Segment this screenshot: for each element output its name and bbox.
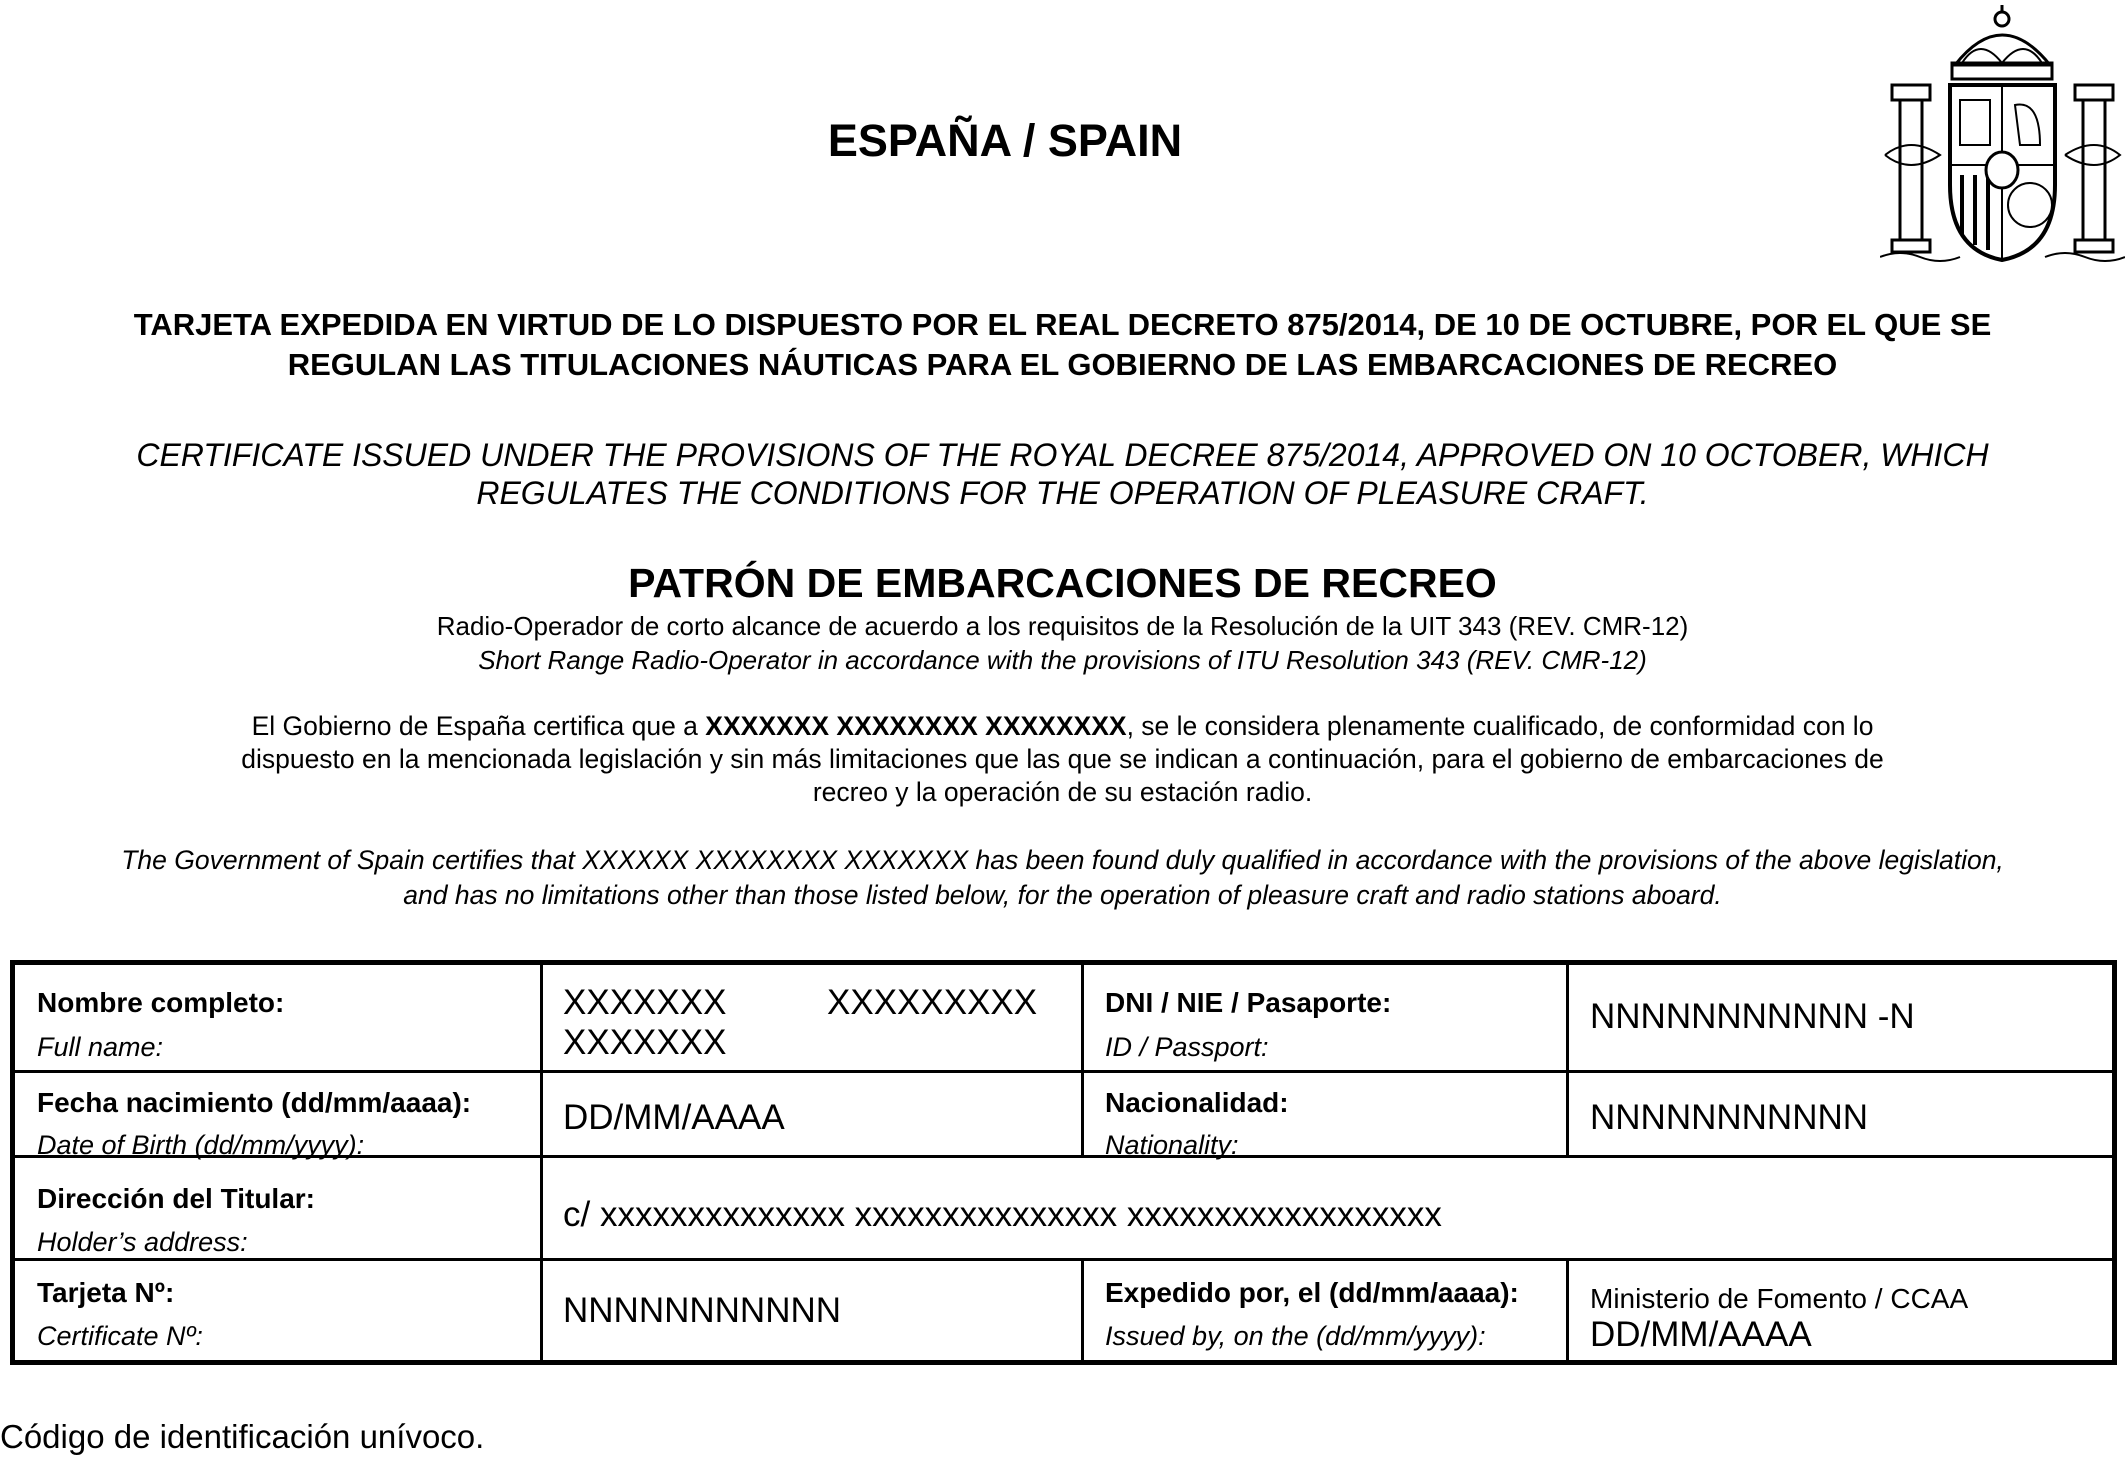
issued-label-en: Issued by, on the (dd/mm/yyyy): — [1105, 1321, 1486, 1351]
nationality-value: NNNNNNNNNNN — [1590, 1098, 1869, 1137]
decree-en-line2: REGULATES THE CONDITIONS FOR THE OPERATION OF PLEASURE CRAFT. — [476, 475, 1649, 511]
id-label: DNI / NIE / Pasaporte: — [1105, 987, 1392, 1018]
holder-data-table — [10, 960, 2117, 1365]
full-name-label: Nombre completo: — [37, 987, 285, 1018]
certification-statement-en — [0, 843, 2125, 913]
cert-es-line1: El Gobierno de España certifica que a XXXXXXX XXXXXXXX XXXXXXXX, se le considera plenamente cualificado, de conformidad con lo — [251, 711, 1874, 741]
certificate-title: PATRÓN DE EMBARCACIONES DE RECREO — [628, 560, 1497, 606]
cert-en-line1: The Government of Spain certifies that XXXXXX XXXXXXXX XXXXXXX has been found duly qualified in accordance with the provisions of the above legislation, — [121, 845, 2004, 875]
issued-date-value: DD/MM/AAAA — [1590, 1315, 1812, 1354]
card-number-value: NNNNNNNNNNN — [563, 1291, 842, 1330]
decree-en-line1: CERTIFICATE ISSUED UNDER THE PROVISIONS OF THE ROYAL DECREE 875/2014, APPROVED ON 10 OCTOBER, WHICH — [136, 437, 1989, 473]
full-name-value-2: XXXXXXXXX — [827, 983, 1038, 1022]
decree-spanish — [40, 305, 2085, 385]
col-divider — [1566, 965, 1569, 1155]
issuer-value: Ministerio de Fomento / CCAA — [1590, 1283, 1969, 1314]
spain-coat-of-arms-icon — [1880, 5, 2125, 267]
holder-name-bold: XXXXXXX XXXXXXXX XXXXXXXX — [705, 711, 1127, 741]
id-label-en: ID / Passport: — [1105, 1032, 1269, 1062]
row-divider — [15, 1070, 2112, 1073]
decree-es-line1: TARJETA EXPEDIDA EN VIRTUD DE LO DISPUESTO POR EL REAL DECRETO 875/2014, DE 10 DE OCTUBRE, POR EL QUE SE — [133, 307, 1992, 342]
full-name-value-3: XXXXXXX — [563, 1023, 727, 1062]
issued-label: Expedido por, el (dd/mm/aaaa): — [1105, 1277, 1519, 1308]
dob-value: DD/MM/AAAA — [563, 1098, 785, 1137]
col-divider — [1081, 965, 1084, 1155]
address-label: Dirección del Titular: — [37, 1183, 315, 1214]
cert-es-line2: dispuesto en la mencionada legislación y sin más limitaciones que las que se indican a continuación, para el gobierno de embarcaciones de — [241, 744, 1884, 774]
decree-english — [40, 436, 2085, 512]
cert-en-line2: and has no limitations other than those listed below, for the operation of pleasure craft and radio stations aboard. — [403, 880, 1722, 910]
document-title: ESPAÑA / SPAIN — [827, 115, 1183, 166]
col-divider — [1081, 1258, 1084, 1360]
dob-label-en: Date of Birth (dd/mm/yyyy): — [37, 1130, 365, 1160]
card-number-label: Tarjeta Nº: — [37, 1277, 175, 1308]
radio-operator-es: Radio-Operador de corto alcance de acuerdo a los requisitos de la Resolución de la UIT 343 (REV. CMR-12) — [436, 611, 1689, 641]
address-value: c/ xxxxxxxxxxxxxx xxxxxxxxxxxxxxx xxxxxxxxxxxxxxxxxx — [563, 1195, 1442, 1234]
radio-operator-en: Short Range Radio-Operator in accordance with the provisions of ITU Resolution 343 (REV. CMR-12) — [478, 645, 1647, 675]
nationality-label-en: Nationality: — [1105, 1130, 1239, 1160]
col-divider — [540, 965, 543, 1360]
decree-es-line2: REGULAN LAS TITULACIONES NÁUTICAS PARA EL GOBIERNO DE LAS EMBARCACIONES DE RECREO — [287, 347, 1838, 382]
row-divider — [15, 1258, 2112, 1261]
id-value: NNNNNNNNNNN -N — [1590, 997, 1915, 1036]
col-divider — [1566, 1258, 1569, 1360]
unique-id-code-label: Código de identificación unívoco. — [0, 1418, 485, 1455]
certification-statement-es — [120, 710, 2005, 809]
address-label-en: Holder’s address: — [37, 1227, 248, 1257]
cert-es-line3: recreo y la operación de su estación radio. — [812, 777, 1313, 807]
card-number-label-en: Certificate Nº: — [37, 1321, 203, 1351]
nationality-label: Nacionalidad: — [1105, 1087, 1289, 1118]
full-name-value-1: XXXXXXX — [563, 983, 727, 1022]
dob-label: Fecha nacimiento (dd/mm/aaaa): — [37, 1087, 472, 1118]
full-name-label-en: Full name: — [37, 1032, 164, 1062]
